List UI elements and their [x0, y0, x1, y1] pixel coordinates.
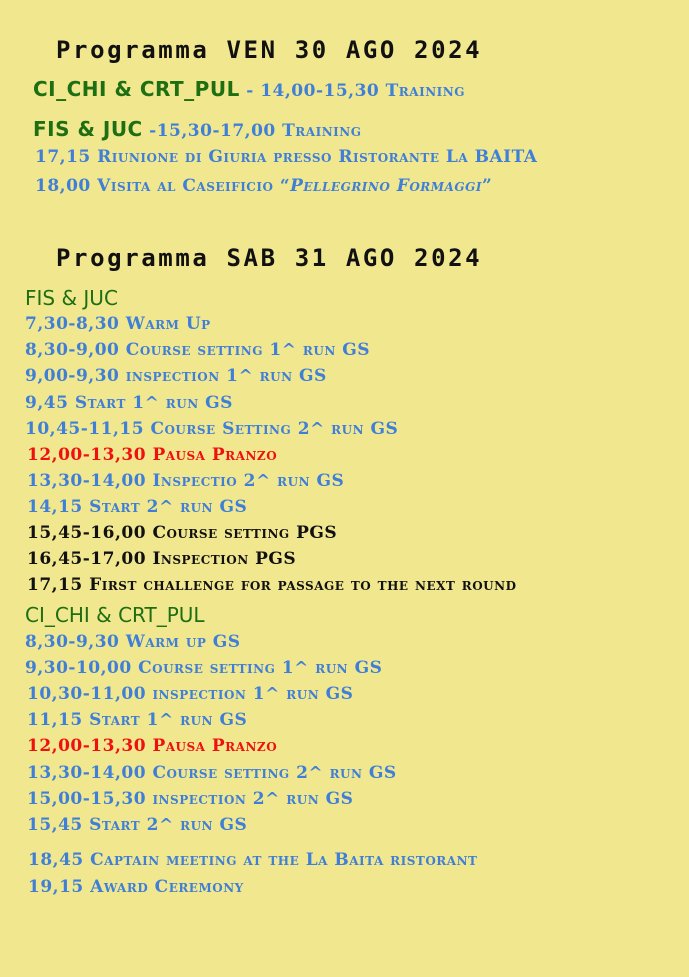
- friday-training-1: 14,00-15,30 Training: [260, 81, 466, 101]
- fis-juc-item: 10,45-11,15 Course Setting 2^ run GS: [25, 419, 399, 439]
- fis-juc-item: 9,00-9,30 inspection 1^ run GS: [25, 366, 327, 386]
- fis-juc-lunch-break: 12,00-13,30 Pausa Pranzo: [27, 445, 278, 465]
- friday-separator-1: -: [239, 81, 261, 101]
- friday-group-ci-chi: CI_CHI & CRT_PUL: [33, 77, 240, 101]
- fis-juc-item: 15,45-16,00 Course setting PGS: [27, 523, 338, 543]
- fis-juc-item: 8,30-9,00 Course setting 1^ run GS: [25, 340, 371, 360]
- fis-juc-item: 16,45-17,00 Inspection PGS: [27, 549, 297, 569]
- fis-juc-item: 14,15 Start 2^ run GS: [27, 497, 248, 517]
- friday-visit: [35, 176, 492, 196]
- friday-line-2: [33, 117, 362, 141]
- ci-chi-item: 15,45 Start 2^ run GS: [27, 815, 248, 835]
- saturday-group-ci-chi: CI_CHI & CRT_PUL: [25, 603, 205, 627]
- ci-chi-item: 15,00-15,30 inspection 2^ run GS: [27, 789, 354, 809]
- captain-meeting: 18,45 Captain meeting at the La Baita ristorant: [28, 850, 478, 870]
- ci-chi-item: 11,15 Start 1^ run GS: [27, 710, 248, 730]
- fis-juc-item: 9,45 Start 1^ run GS: [25, 393, 233, 413]
- fis-juc-item: 13,30-14,00 Inspectio 2^ run GS: [27, 471, 345, 491]
- friday-visit-name: Pellegrino Formaggi: [290, 176, 482, 196]
- saturday-title: Programma SAB 31 AGO 2024: [56, 244, 483, 272]
- ci-chi-item: 10,30-11,00 inspection 1^ run GS: [27, 684, 354, 704]
- fis-juc-item: 17,15 First challenge for passage to the next round: [27, 575, 517, 595]
- award-ceremony: 19,15 Award Ceremony: [28, 877, 244, 897]
- friday-line-1: [33, 77, 465, 101]
- fis-juc-item: 7,30-8,30 Warm Up: [25, 314, 211, 334]
- friday-separator-2: -: [142, 121, 157, 141]
- ci-chi-item: 13,30-14,00 Course setting 2^ run GS: [27, 763, 397, 783]
- ci-chi-lunch-break: 12,00-13,30 Pausa Pranzo: [27, 736, 278, 756]
- friday-group-fis-juc: FIS & JUC: [33, 117, 143, 141]
- friday-visit-suffix: ”: [481, 176, 493, 196]
- friday-title: Programma VEN 30 AGO 2024: [56, 36, 483, 64]
- friday-visit-prefix: 18,00 Visita al Caseificio “: [35, 176, 291, 196]
- friday-training-2: 15,30-17,00 Training: [156, 121, 362, 141]
- ci-chi-item: 9,30-10,00 Course setting 1^ run GS: [25, 658, 383, 678]
- friday-meeting: 17,15 Riunione di Giuria presso Ristorante La BAITA: [35, 147, 538, 167]
- ci-chi-item: 8,30-9,30 Warm up GS: [25, 632, 241, 652]
- saturday-group-fis-juc: FIS & JUC: [25, 286, 118, 310]
